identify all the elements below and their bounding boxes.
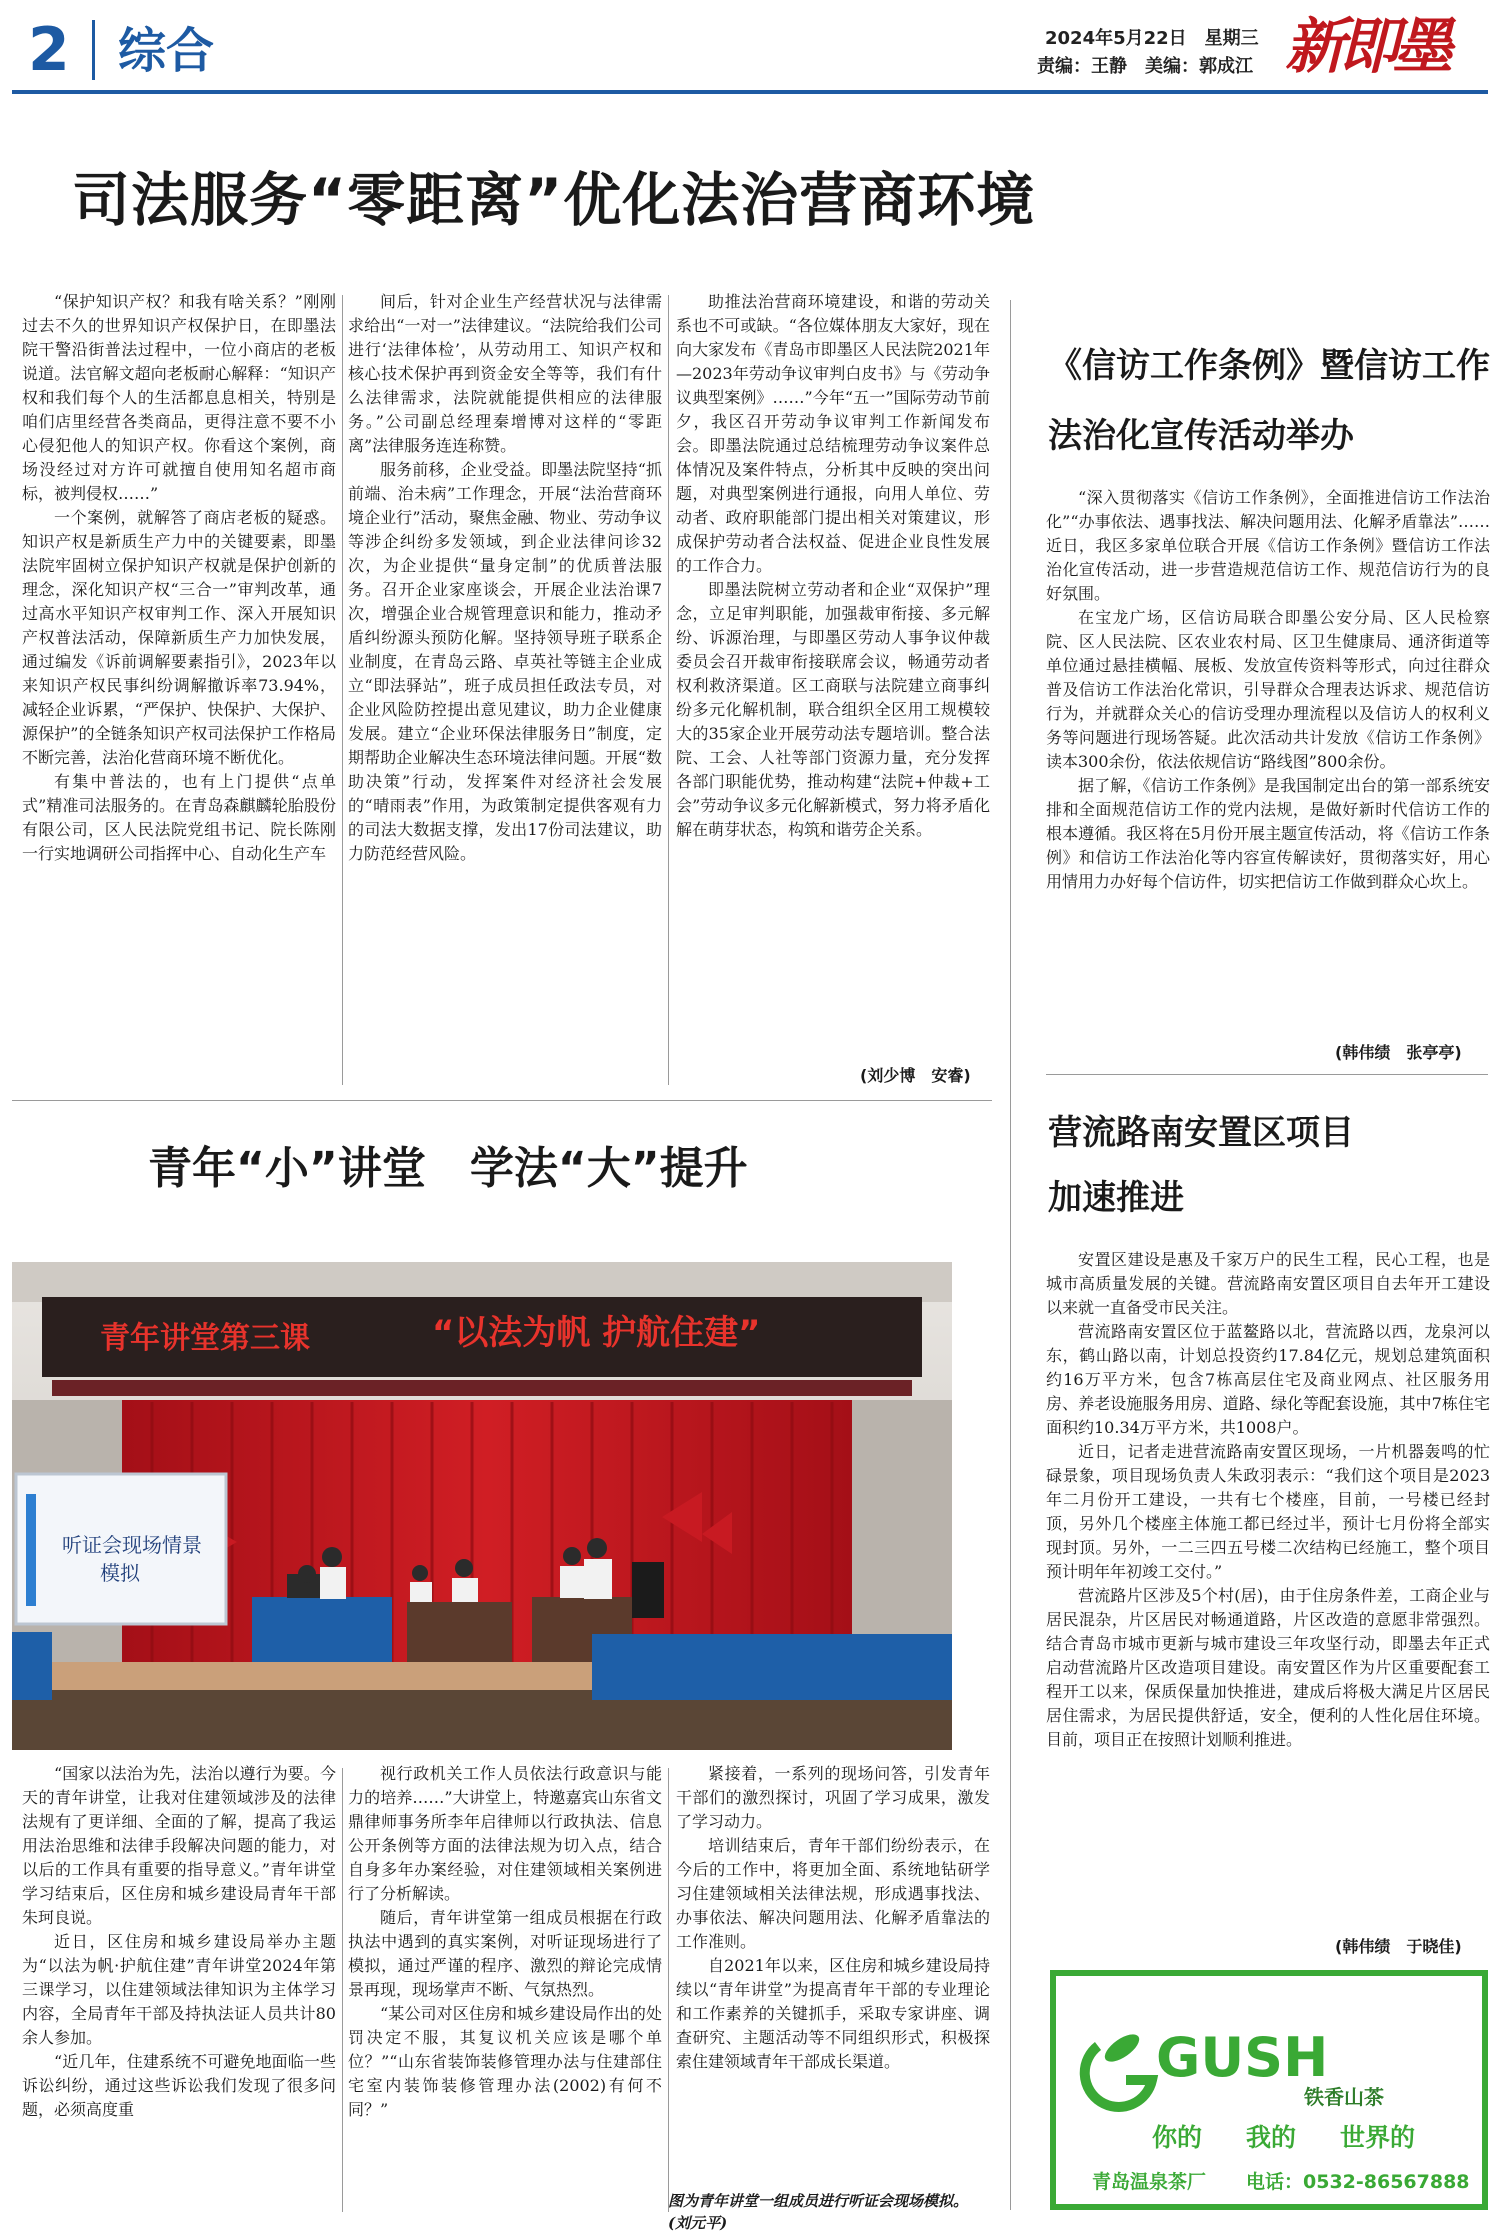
paragraph: “近几年，住建系统不可避免地面临一些诉讼纠纷，通过这些诉讼我们发现了很多问题，必须高度重 bbox=[22, 2052, 336, 2119]
photo-credit: (刘元平) bbox=[668, 2214, 728, 2232]
section-divider bbox=[1046, 1074, 1488, 1075]
paragraph: “保护知识产权？和我有啥关系？”刚刚过去不久的世界知识产权保护日，在即墨法院干警沿街普法过程中，一位小商店的老板说道。法官解文超向老板耐心解释：“知识产权和我们每个人的生活都息息相关，特别是咱们店里经营各类商品，更得注意不要不小心侵犯他人的知识产权。你看这个案例，商场没经过对方许可就擅自使用知名超市商标，被判侵权……” bbox=[22, 292, 336, 503]
lecture-photo bbox=[12, 1262, 952, 1750]
paragraph: 营流路片区涉及5个村(居)，由于住房条件差，工商企业与居民混杂，片区居民对畅通道路，片区改造的意愿非常强烈。结合青岛市城市更新与城市建设三年攻坚行动，即墨去年正式启动营流路片区改造项目建设。南安置区作为片区重要配套工程开工以来，保质保量加快推进，建成后将极大满足片区居民居住需求，为居民提供舒适，安全，便利的人性化居住环境。目前，项目正在按照计划顺利推进。 bbox=[1046, 1586, 1490, 1749]
section-divider bbox=[12, 1100, 992, 1101]
screen-text-line1: 听证会现场情景 bbox=[62, 1533, 202, 1557]
paragraph: 一个案例，就解答了商店老板的疑惑。知识产权是新质生产力中的关键要素，即墨法院牢固树立保护知识产权就是保护创新的理念，深化知识产权“三合一”审判改革，通过高水平知识产权审判工作、深入开展知识产权普法活动，保障新质生产力加快发展，通过编发《诉前调解要素指引》，2023年以来知识产权民事纠纷调解撤诉率73.94%，减轻企业诉累，“严保护、快保护、大保护、源保护”的全链条知识产权司法保护工作格局不断完善，法治化营商环境不断优化。 bbox=[22, 508, 336, 767]
photo-caption bbox=[668, 2190, 980, 2234]
ad-artwork bbox=[1056, 1976, 1482, 2204]
youth-column-3 bbox=[676, 1762, 990, 2182]
side2-headline-line2: 加速推进 bbox=[1048, 1178, 1184, 1218]
editors-line: 责编：王静 美编：郭成江 bbox=[1037, 56, 1253, 77]
youth-column-2 bbox=[348, 1762, 662, 2214]
lecture-hall-illustration bbox=[12, 1262, 952, 1750]
issue-date: 2024年5月22日 星期三 bbox=[1045, 28, 1259, 49]
column-rule bbox=[1010, 300, 1011, 2210]
newspaper-logo: 新即墨 bbox=[1285, 12, 1447, 82]
ad-logo-sub: 铁香山茶 bbox=[1304, 2085, 1384, 2109]
masthead-rule bbox=[12, 90, 1488, 94]
ad-phone: 电话：0532-86567888 bbox=[1246, 2171, 1470, 2193]
paragraph: 近日，区住房和城乡建设局举办主题为“以法为帆·护航住建”青年讲堂2024年第三课学习，以住建领域法律知识为主体学习内容，全局青年干部及持执法证人员共计80余人参加。 bbox=[22, 1932, 336, 2047]
section-title: 综合 bbox=[118, 23, 215, 79]
column-rule bbox=[668, 295, 669, 1085]
paragraph: 近日，记者走进营流路南安置区现场，一片机器轰鸣的忙碌景象，项目现场负责人朱政羽表示：“我们这个项目是2023年二月份开工建设，一共有七个楼座，目前，一号楼已经封顶，另外几个楼座主体施工都已经过半，预计七月份将全部实现封顶。另外，一二三四五号楼二次结构已经施工，整个项目预计明年年初竣工交付。” bbox=[1046, 1442, 1490, 1581]
lead-byline: (刘少博 安睿) bbox=[860, 1066, 971, 1085]
ad-slogan-2: 我的 bbox=[1246, 2123, 1297, 2152]
banner-text-left: 青年讲堂第三课 bbox=[100, 1321, 310, 1356]
lead-column-3 bbox=[676, 290, 990, 1050]
ad-company: 青岛温泉茶厂 bbox=[1092, 2171, 1207, 2193]
paragraph: “深入贯彻落实《信访工作条例》，全面推进信访工作法治化”“办事依法、遇事找法、解决问题用法、化解矛盾靠法”……近日，我区多家单位联合开展《信访工作条例》暨信访工作法治化宣传活动，进一步营造规范信访工作、规范信访行为的良好氛围。 bbox=[1046, 488, 1490, 603]
paragraph: 自2021年以来，区住房和城乡建设局持续以“青年讲堂”为提高青年干部的专业理论和工作素养的关键抓手，采取专家讲座、调查研究、主题活动等不同组织形式，积极探索住建领域青年干部成长渠道。 bbox=[676, 1956, 990, 2071]
column-rule bbox=[342, 1768, 343, 2212]
paragraph: 即墨法院树立劳动者和企业“双保护”理念，立足审判职能，加强裁审衔接、多元解纷、诉源治理，与即墨区劳动人事争议仲裁委员会召开裁审衔接联席会议，畅通劳动者权利救济渠道。区工商联与法院建立商事纠纷多元化解机制，联合组织全区用工规模较大的35家企业开展劳动法专题培训。整合法院、工会、人社等部门资源力量，充分发挥各部门职能优势，推动构建“法院+仲裁+工会”劳动争议多元化解新模式，努力将矛盾化解在萌芽状态，构筑和谐劳企关系。 bbox=[676, 580, 990, 839]
youth-headline: 青年“小”讲堂 学法“大”提升 bbox=[148, 1143, 748, 1194]
paragraph: 营流路南安置区位于蓝鳌路以北，营流路以西，龙泉河以东，鹤山路以南，计划总投资约17.84亿元，规划总建筑面积约16万平方米，包含7栋高层住宅及商业网点、社区服务用房、养老设施服务用房、道路、绿化等配套设施，其中7栋住宅面积约10.34万平方米，共1008户。 bbox=[1046, 1322, 1490, 1437]
masthead-separator bbox=[92, 20, 95, 80]
paragraph: “某公司对区住房和城乡建设局作出的处罚决定不服，其复议机关应该是哪个单位？”“山东省装饰装修管理办法与住建部住宅室内装饰装修管理办法(2002)有何不同？” bbox=[348, 2004, 662, 2119]
paragraph: 间后，针对企业生产经营状况与法律需求给出“一对一”法律建议。“法院给我们公司进行‘法律体检’，从劳动用工、知识产权和核心技术保护再到资金安全等等，我们有什么法律需求，法院就能提供相应的法律服务。”公司副总经理秦增博对这样的“零距离”法律服务连连称赞。 bbox=[348, 292, 662, 455]
side1-headline-line1: 《信访工作条例》暨信访工作 bbox=[1048, 346, 1490, 386]
lead-column-2 bbox=[348, 290, 662, 1090]
ad-slogan-3: 世界的 bbox=[1340, 2123, 1416, 2152]
column-rule bbox=[668, 1768, 669, 2212]
screen-text-line2: 模拟 bbox=[100, 1561, 140, 1585]
paragraph: 培训结束后，青年干部们纷纷表示，在今后的工作中，将更加全面、系统地钻研学习住建领域相关法律法规，形成遇事找法、办事依法、解决问题用法、化解矛盾靠法的工作准则。 bbox=[676, 1836, 990, 1951]
advertisement bbox=[1050, 1970, 1488, 2210]
tea-leaf-icon bbox=[1085, 2029, 1152, 2107]
paragraph: 有集中普法的，也有上门提供“点单式”精准司法服务的。在青岛森麒麟轮胎股份有限公司，区人民法院党组书记、院长陈刚一行实地调研公司指挥中心、自动化生产车 bbox=[22, 772, 336, 863]
column-rule bbox=[342, 295, 343, 1085]
side1-body bbox=[1046, 486, 1490, 1061]
paragraph: 服务前移，企业受益。即墨法院坚持“抓前端、治未病”工作理念，开展“法治营商环境企业行”活动，聚焦金融、物业、劳动争议等涉企纠纷多发领域，到企业法律问诊32次，为企业提供“量身定制”的优质普法服务。召开企业家座谈会，开展企业法治课7次，增强企业合规管理意识和能力，推动矛盾纠纷源头预防化解。坚持领导班子联系企业制度，在青岛云路、卓英社等链主企业成立“即法驿站”，班子成员担任政法专员，对企业风险防控提出意见建议，助力企业健康发展。建立“企业环保法律服务日”制度，定期帮助企业解决生态环境法律问题。开展“数助决策”行动，发挥案件对经济社会发展的“晴雨表”作用，为政策制定提供客观有力的司法大数据支撑，发出17份司法建议，助力防范经营风险。 bbox=[348, 460, 662, 863]
paragraph: 据了解，《信访工作条例》是我国制定出台的第一部系统安排和全面规范信访工作的党内法规，是做好新时代信访工作的根本遵循。我区将在5月份开展主题宣传活动，将《信访工作条例》和信访工作法治化等内容宣传解读好，贯彻落实好，用心用情用力办好每个信访件，切实把信访工作做到群众心坎上。 bbox=[1046, 776, 1490, 891]
youth-column-1 bbox=[22, 1762, 336, 2214]
paragraph: 在宝龙广场，区信访局联合即墨公安分局、区人民检察院、区人民法院、区农业农村局、区卫生健康局、通济街道等单位通过悬挂横幅、展板、发放宣传资料等形式，向过往群众普及信访工作法治化常识，引导群众合理表达诉求、规范信访行为，并就群众关心的信访受理办理流程以及信访人的权利义务等问题进行现场答疑。此次活动共计发放《信访工作条例》读本300余份，依法依规信访“路线图”800余份。 bbox=[1046, 608, 1490, 771]
side2-byline: (韩伟绩 于晓佳) bbox=[1335, 1937, 1462, 1956]
paragraph: 紧接着，一系列的现场问答，引发青年干部们的激烈探讨，巩固了学习成果，激发了学习动力。 bbox=[676, 1764, 990, 1831]
side2-body bbox=[1046, 1248, 1490, 1928]
side1-headline-line2: 法治化宣传活动举办 bbox=[1048, 416, 1354, 456]
ad-slogan-1: 你的 bbox=[1152, 2123, 1203, 2152]
paragraph: 随后，青年讲堂第一组成员根据在行政执法中遇到的真实案例，对听证现场进行了模拟，通过严谨的程序、激烈的辩论完成情景再现，现场掌声不断、气氛热烈。 bbox=[348, 1908, 662, 1999]
side1-byline: (韩伟绩 张亭亭) bbox=[1335, 1043, 1462, 1062]
paragraph: “国家以法治为先，法治以遵行为要。今天的青年讲堂，让我对住建领域涉及的法律法规有了更详细、全面的了解，提高了我运用法治思维和法律手段解决问题的能力，对以后的工作具有重要的指导意义。”青年讲堂学习结束后，区住房和城乡建设局青年干部朱珂良说。 bbox=[22, 1764, 336, 1927]
paragraph: 视行政机关工作人员依法行政意识与能力的培养……”大讲堂上，特邀嘉宾山东省文鼎律师事务所李年启律师以行政执法、信息公开条例等方面的法律法规为切入点，结合自身多年办案经验，对住建领域相关案例进行了分析解读。 bbox=[348, 1764, 662, 1903]
lead-column-1 bbox=[22, 290, 336, 1090]
paragraph: 安置区建设是惠及千家万户的民生工程，民心工程，也是城市高质量发展的关键。营流路南安置区项目自去年开工建设以来就一直备受市民关注。 bbox=[1046, 1250, 1490, 1317]
banner-text-right: “以法为帆 护航住建” bbox=[432, 1313, 761, 1353]
photo-caption-text: 图为青年讲堂一组成员进行听证会现场模拟。 bbox=[668, 2192, 969, 2210]
side2-headline-line1: 营流路南安置区项目 bbox=[1048, 1113, 1354, 1153]
page-number: 2 bbox=[28, 15, 70, 85]
ad-logo-text: GUSH bbox=[1156, 2026, 1329, 2089]
lead-headline: 司法服务“零距离”优化法治营商环境 bbox=[72, 166, 1036, 234]
paragraph: 助推法治营商环境建设，和谐的劳动关系也不可或缺。“各位媒体朋友大家好，现在向大家发布《青岛市即墨区人民法院2021年—2023年劳动争议审判白皮书》与《劳动争议典型案例》……”今年“五一”国际劳动节前夕，我区召开劳动争议审判工作新闻发布会。即墨法院通过总结梳理劳动争议案件总体情况及案件特点，分析其中反映的突出问题，对典型案例进行通报，向用人单位、劳动者、政府职能部门提出相关对策建议，形成保护劳动者合法权益、促进企业良性发展的工作合力。 bbox=[676, 292, 990, 575]
